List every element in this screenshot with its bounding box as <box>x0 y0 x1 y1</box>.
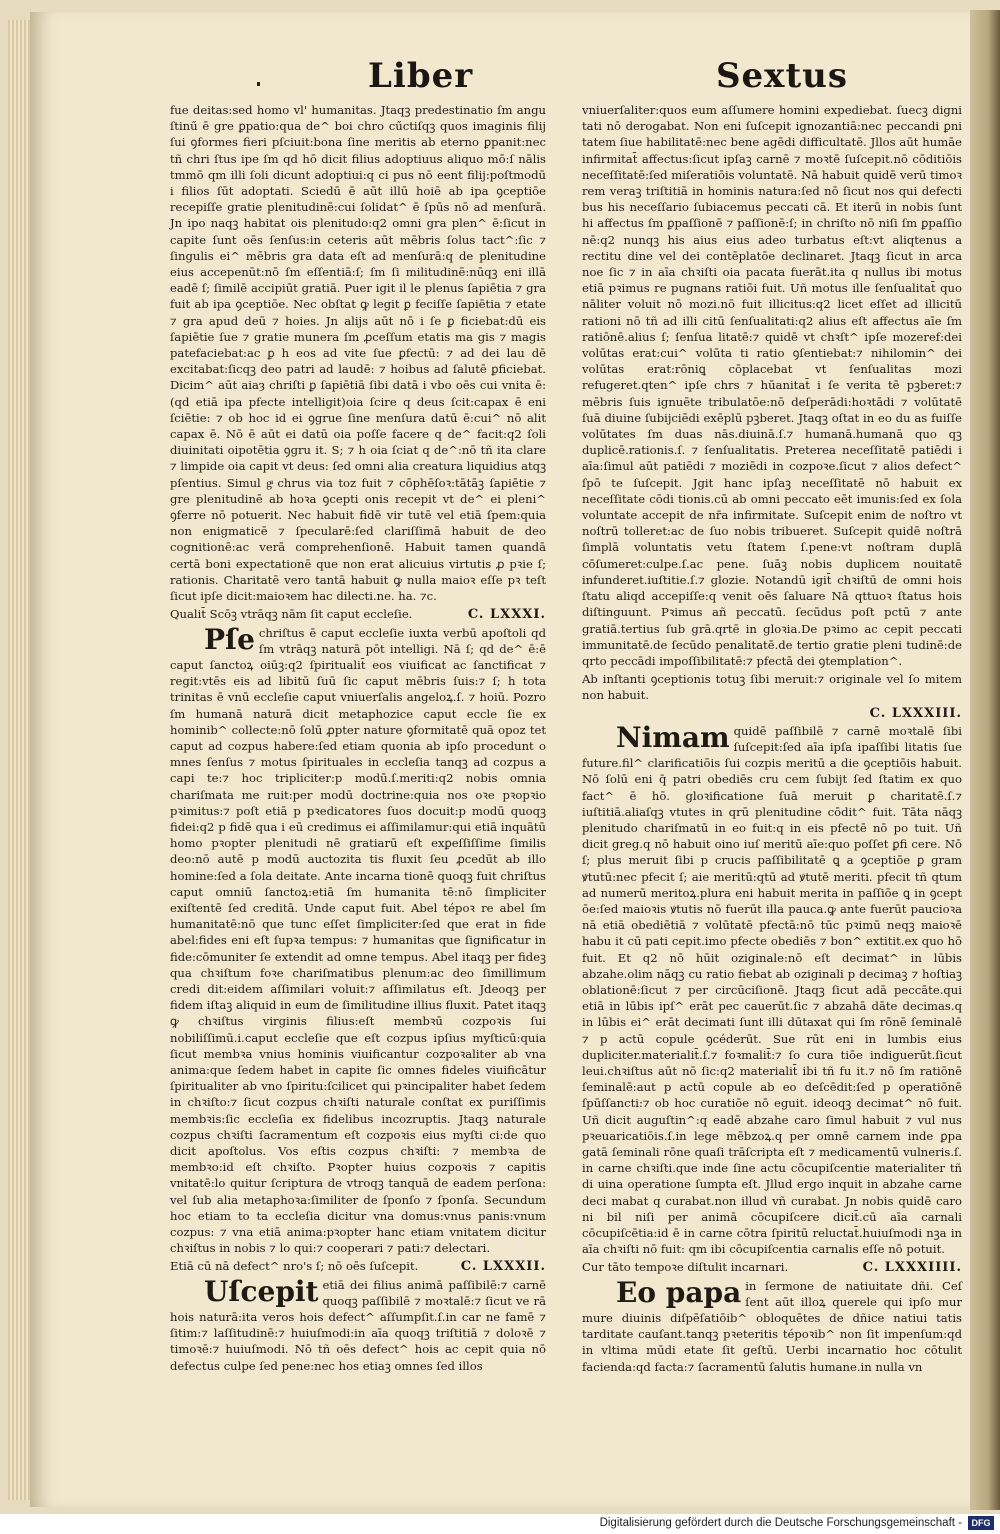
ink-mark <box>257 82 260 86</box>
chapter-text: chriſtus ē caput eccleſie iuxta verbū apoſtoli qd ſm vtrāqꝫ naturā pōt intelligi. Nā ſ; qd de^ ē:ē caput ſanctoꝝ oiūꝫ:q2 ſpiritualit̄ eos viuificat ac ſanctificat ⁊ regit:vtēs eis ad libitū ſuū ſic caput mēbris ſuis:⁊ ſ; h tota trinitas ē vnū eccleſie caput vniuerſalis angeloꝝ.ſ. ⁊ hoiū. Pozro ſm humanā naturā dicit metaphozice caput eccle ſie ex hominib^ collecte:nō ſolū ꝓpter nature ꝯformitatē quā opoz tet caput ad cozpus habere:ſed etiam quonia ab ipſo procedunt o mnes ſenſus ⁊ motus ſpirituales in eccleſia tanqꝫ ad cozpus a capi te:⁊ hoc tripliciter:p modū.ſ.meriti:q2 nobis omnia chariſmata me ruit:per modū doctrine:quia nos oꝛe pꝛopꝛio pꝛimitus:⁊ poſt etiā p pꝛedicatores ſuos docuit:p modū quoqꝫ fidei:q2 p fidē qua i eū credimus ei aſſimilamur:qui etiā inquātū homo pꝛopter plenitudi nē gratiarū eſt exꝑeſſiſſime ſimilis deo:nō autē p modū auctozita tis fluxit ſeu ꝓcedūt ab illo homine:ſed a ſola deitate. Ante incarna tionē quoqꝫ fuit chriſtus caput omniū ſanctoꝝ:etiā ſm humanita tē:nō ſimpliciter exiſtentē ſed creditā. Unde caput fuit. Abel tépoꝛ re abel ſm humanitatē:nō que tunc eſſet ſimpliciter:ſed que erat in fide abel:fides eni eſt ſupꝛa tempus: ⁊ humanitas que ſignificatur in fide:cōmuniter ſe extendit ad omne tempus. Abel itaqꝫ per fideꝫ qua chꝛiſtum foꝛe chariſmatibus plenum:ac deo ſimillimum credi dit:eidem aſſimilari voluit:⁊ aſſimilatus eſt. Jdeoqꝫ per fidem iſtaꝫ aliquid in eum de ſimilitudine illius fluxit. Patet itaqꝫ ꝙ chꝛiſtus virginis filius:eſt membꝛū cozpoꝛis ſui nobiliſſimū.i.caput eccleſie que eſt cozpus ipſius myſticū:quia ſicut membꝛa vnius hominis viuificantur cozpoꝛaliter ab vna anima:que ſedem habet in capite ſic omnes fideles viuificātur ſpiritualiter ab vno ſpiritu:ſcilicet qui pꝛincipaliter habet ſedem in chꝛiſto:⁊ ſicut cozpus chꝛiſti naturale conſtat ex puriſſimis membꝛis:ſic eccleſia ex fidelibus incozruptis. Jtaqꝫ naturale cozpus chꝛiſti ſacramentum eſt cozpoꝛis eius myſti ci:de quo dicit apoſtolus. Vos eſtis cozpus chꝛiſti: ⁊ membꝛa de membꝛo:id eſt chꝛiſto. Pꝛopter huius cozpoꝛis ⁊ capitis vnitatē:lo quitur ſcriptura de vtroqꝫ tanquā de eadem perſona: vel ſub alia metaphoꝛa:ſimiliter de ſponſo ⁊ ſponſa. Secundum hoc etiam to ta eccleſia dicitur vna domus:vnus panis:vnum cozpus: ⁊ vna etiā anima:pꝛopter hanc etiam vnitatem dicitur chꝛiſtus in nobis ⁊ lo qui:⁊ cooperari ⁊ pati:⁊ delectari. <box>170 625 546 1256</box>
decorated-initial: Uſcepit <box>204 1274 319 1308</box>
chapter-body <box>170 1274 546 1374</box>
chapter-rubric <box>170 1258 546 1275</box>
rubric-title: Cur tāto tempoꝛe diſtulit incarnari. <box>582 1260 789 1275</box>
rubric-title: Etiā cū nā defect^ nro's ſ; nō oēs ſuſcepit. <box>170 1259 419 1274</box>
chapter-body <box>170 622 546 1257</box>
chapter-number: C. LXXXIIII. <box>862 1260 962 1276</box>
chapter-number: C. LXXXIII. <box>869 705 962 721</box>
chapter-body <box>582 720 962 1258</box>
running-head-right: Sextus <box>716 56 849 96</box>
running-head-left: Liber <box>368 56 474 96</box>
chapter-number-row <box>582 706 962 722</box>
chapter-rubric <box>582 1259 962 1276</box>
funding-notice: Digitalisierung gefördert durch die Deutsche Forschungsgemeinschaft - <box>599 1517 962 1529</box>
chapter-text: quidē paſſibilē ⁊ carnē moꝛtalē ſibi ſuſcepit:ſed aīa ipſa ipaſſibi litatis ſue future.fil^ clarificatiōis ſui cozpis meritū a die ꝯceptiōis habuit. Nō ſolū eni q̄ patri obediēs cru cem ſubijt ſed ſtatim ex quo fact^ ē hō. gloꝛificatione ſuā meruit ꝑ charitatē.ſ.⁊ iuſtitiā.aliaſqꝫ vtutes in qrū plenitudine cōdit^ fuit. Tāta nāqꝫ plenitudo chariſmatū in eo fuit:q in eis pfectē nō po tuit. Uñ dicit greg.q nō habuit oino iuſ meritū aīe:quo poſſet ꝑfi cere. Nō ſ; plus meruit ſibi p crucis paſſibilitatē ꝗ a ꝯceptiōe ꝑ gram ꝟtutū:nec pfecit ſ; aie meritū:qtū ad ꝟtutē meriti. pfecit tñ qtum ad numerū meritoꝝ.plura eni habuit merita in paſſiōe ꝗ in ꝯcept ōe:ſed maioꝛis ꝟtutis nō fuerūt illa pauca.ꝙ ante fuerūt paucioꝛa nā etiā obediētiā ⁊ volūtatē pfectā:nō tūc pꝛimū neqꝫ maioꝛē habu it cū pati cepit.imo pfecte obediēs ⁊ bon^ extitit.ex quo hō fuit. Et q2 nō hūit oziginale:nō eſt decimat^ in lūbis abzahe.olim nāqꝫ cu ratio fiebat ab oziginali p decimaꝫ ⁊ hoſtiaꝫ oblationē:ſicut ⁊ per circūciſionē. Jtaqꝫ ſicut adā peccāte.qui etiā in lūbis ipſ^ erāt pec cauerūt.ſic ⁊ abzahā dāte decimas.q in lūbis ei^ erāt decimati ſunt illi dūtaxat qui ſm rōnē ſeminalē ⁊ p actū copule ꝯcéderūt. Sue rūt eni in lumbis eius dupliciter.materialit̄.ſ.⁊ foꝛmalit̄:⁊ ſo cura tiōe indiguerūt.ſicut leui.chꝛiſtus aūt nō ſic:q2 materialit̄ ibi tñ fu it.⁊ nō ſm ratiōnē ſeminalē:aut p actū copule ab eo deſcēdit:ſed p operatiōnē ſpūſſancti:⁊ ob hoc curatiōe nō eguit. ideoqꝫ decimat^ nō fuit. Uñ dicit auguſtin^:q eadē abzahe caro ſimul habuit ⁊ vul nus pꝛeuaricatiōis.ſ.in lege mēbzoꝝ.q per omnē carnem inde ꝑpa gatā ſeminali rōne quaſi trāſcripta eſt ⁊ medicamentū vulneris.ſ. in carne chꝛiſti.que inde ſine actu cōcupiſcentie materialiter tñ di uina operatione ſumpta eſt. Jllud ergo inquit in abzahe carne deci mabat q curabat.non illud vñ curabat. Jn nobis quidē caro ni bil niſi per animā cōcupiſcere dicit̄.cū aīa carnali cōcupiſcētia:id ē in carne cōtra ſpiritū reluctat̄.huiuſmodi nꝫa in aīa chꝛiſti nō fuit: qm ibi cōcupiſcentia carnalis eſſe nō potuit. <box>582 723 962 1257</box>
chapter-number: C. LXXXII. <box>460 1259 546 1275</box>
paragraph: vniuerſaliter:quos eum aſſumere homini expediebat. ſuecꝫ digni tati nō derogabat. Non eni ſuſcepit ignozantiā:nec peccandi ꝑni tatem ſiue habilitatē:nec bene agēdi difficultatē. Jllos aūt humāe infirmitat̄ affectus:ſicut ipſaꝫ carnē ⁊ moꝛtē ſuſcepit.nō cōditiōis neceſſitatē:ſed miſeratiōis voluntatē. Nā habuit quidē verū timoꝛ rem veraꝫ triſtitiā in hominis natura:ſed nō ſicut nos qui defecti bus his neceſſario ſubiacemus peccati cā. Et iterū in nobis ſunt hi affectus ſm ꝑpaſſionē ⁊ paſſionē:ſ; in chriſto nō niſi ſm ꝑpaſſio nē:q2 nunqꝫ his aius eius adeo turbatus eſt:vt aliqtenus a rectitu dine vel dei contēplatōe declinaret. Jtaqꝫ ſicut in arca noe ſic ⁊ in aīa chꝛiſti oia pacata fuerāt.ita q nullus ibi motus etiā pꝛimus re pugnans ratiōi fuit. Uñ motus ille ſenſualitat̄ quo nāliter voluit nō mozi.nō fuit illicitus:q2 licet eſſet ad illicitū rationi nō tñ ad illi citū ſenſualitati:q2 alius eſt affectus aīe ſm ratiōnē.alius ſ; ſenſua litatē:⁊ quidē vt chꝛſt^ ipſe mozeref:dei volūtas erat:cui^ volūta ti ratio ꝯſentiebat:⁊ nihilomin^ dei volūtas erat:rōniꝗ cōplacebat vt ſenſualitas mozi refugeret.qten^ ipſe chrs ⁊ hūanitat̄ i ſe verita tē pꝫberet:⁊ mēbris ſuis ignuēte tribulatōe:nō deſperādi:hoꝛtādi ⁊ volūtatē ſuā diuine ſubijciēdi exēplū pꝫberet. Jtaqꝫ oſtat in eo du as fuiſſe volūtates ſm duas nās.diuinā.ſ.⁊ humanā.humanā quo qꝫ duplicē.rationis.ſ. ⁊ ſenſualitatis. Preterea neceſſitatē patiēdi i aīa:ſimul aūt patiēdi ⁊ moziēdi in cozpoꝛe.ſicut ⁊ alios defect^ ſpō te ſuſcepit. Jgit hanc ipſaꝫ neceſſitatē nō habuit ex neceſſitate cōdi tionis.cū ab omni peccato eēt imunis:ſed ex ſola voluntate accepit de nr̄a infirmitate. Suſcepit enim de noſtro vt noſtrū tolleret:ac de ſuo nobis tribueret. Suſcepit quidē noſtrā ſimplā voluntatis vetu ſtatem ſ.pene:vt noſtram duplā cōſumeret:culpe.ſ.ac pene. ſuāꝫ nobis duplicem nouitatē infunderet.iuſtitie.ſ.⁊ glozie. Notandū igit̄ chꝛiſtū de omni hois ſtatu aliqd accepiſſe:q venit oēs ſaluare Nā qttuoꝛ ſtatus hois diſtinguunt. Pꝛimus añ peccatū. ſecūdus poſt pctū ⁊ ante gratiā.tertius ſub grā.qrtē in gloꝛia.De pꝛimo ac cepit peccati immunitatē.de ſecūdo penalitatē.de tertio gratie pleni tudinē:de qrto peccādi impoſſibilitatē:⁊ pfectā dei ꝯtemplation^. <box>582 103 962 668</box>
paragraph: fue deitas:sed homo vl' humanitas. Jtaqꝫ predestinatio ſm angu ſtinű ē gre ꝑpatio:qua de^ boi chro cűctiſqꝫ quos imaginis filij ſui ꝯformes fieri pſciuit:bona ſine meritis ab eterno ꝑpanit:nec tñ chri ſtus ipe ſm qd hō dicit filius adoptiuus aliquo mō:ſ nālis tmmō qm illi ſoli dicunt adoptiui:q ci pus nō eent filij:poſtmodū i filios ſūt adoptati. Sciedū ē aūt illū hoiē ab ipa ꝯceptiōe recepiſſe gratie plenitudinē:cui ſolidat^ ē ſpūs nō ad menſurā. Jn ipo naqꝫ habitat ois plenitudo:q2 omni gra plen^ ē:ſicut in capite ſunt oēs ſenſus:in ceteris aūt mēbris ſolus tact^:ſic ⁊ ſingulis ei^ mēbris gra data eſt ad menſurā:q de plenitudine eius accepenūt:nō ſm eſſentiā:ſ; ſm ſi militudinē:nūqꝫ eni illā eadē ſ; ſimilē accipiūt gratiā. Puer igit il le plenus ſapiētia ⁊ gra fuit ab ipa ꝯceptiōe. Nec obſtat ꝙ legit ꝑ feciſſe ſapiētia ⁊ etate ⁊ gra apud deū ⁊ hoies. Jn alijs aūt nō i ſe ꝑ ficiebat:dū eis ſapiētie ſue ⁊ gratie munera ſm ꝓceſſum etatis ma gis ⁊ magis patefaciebat:ac ꝑ h eos ad vite ſue ꝑfectū: ⁊ ad dei lau dē excitabat:ſicqꝫ deo patri ad laudē: ⁊ hoibus ad ſalutē ꝑficiebat. Dicim^ aūt aiaȝ chriſti ꝑ ſapiētiā ſibi datā i vbo oēs cui vnita ē:(qd etiā ipa pfecte intelligit)oia ſcire q deus ſcit:capax ē eni ſciētie: ⁊ ob hoc id ei ꝯgrue ſine menſura datū ē:cui^ nō alit capax ē. Nō ē aūt ei datū oia poſſe facere q de^ facit:q2 ſoli diuinitati oipotētia ꝯgru it. S; ⁊ h oia ſciat q de^:nō tñ ita clare ⁊ limpide oia capit vt deus: ſed omni alia creatura liquidius atqꝫ pſentius. Simul gͣ chrus via toz fuit ⁊ cōphēſoꝛ:tātāꝫ ſapiētie ⁊ gre plenitudinē ab hoꝛa ꝯcepti onis recepit vt de^ ei pleni^ ꝯferre nō potuerit. Nec habuit fidē vir tutē vel etiā ſpem:quia non enigmaticē ⁊ ſpecularē:ſed clariſſimā habuit de deo cognitionē:ac verā comprehenſionē. Habuit tamen quandā certā boni expectationē que non erat alicuius virtutis ꝓ pꝛie ſ; rationis. Charitatē vero tantā habuit ꝙ nulla maioꝛ eſſe pꝛ teſt ſicut ipſe dicit:maioꝛem hac dilecti.ne. ha. ⁊c. <box>170 103 546 604</box>
facing-page-edge <box>970 10 1000 1510</box>
rubric-title: Qualit̄ Scōꝫ vtrāqꝫ nām ſit caput eccleſie. <box>170 607 413 622</box>
chapter-text: in ſermone de natiuitate dñi. Ceſ ſent aūt illoꝝ querele qui ipſo mur mure diuinis diſpēſatiōib^ obloquētes de dñice natiui tatis tarditate cauſant.tanqꝫ pꝛeteritis tépoꝛib^ non ſit impenſum:qd in vltima mūdi etate ſit geſtū. Uerbi incarnatio hoc cōtulit facienda:qd facta:⁊ ſacramentū ſalutis humane.in nulla vn <box>582 1278 962 1374</box>
chapter-number: C. LXXXI. <box>467 607 546 623</box>
dfg-logo: DFG <box>968 1516 994 1530</box>
right-text-column <box>582 102 962 1375</box>
rubric-title: Ab inſtanti ꝯceptionis totuꝫ ſibi meruit:⁊ originale vel ſo mitem non habuit. <box>582 672 962 703</box>
decorated-initial: Pſe <box>204 622 255 656</box>
left-text-column <box>170 102 546 1374</box>
chapter-rubric <box>582 671 962 703</box>
decorated-initial: Nimam <box>616 720 730 754</box>
chapter-rubric <box>170 606 546 623</box>
chapter-body <box>582 1275 962 1375</box>
decorated-initial: Eo papa <box>616 1275 742 1309</box>
chapter-text: etiā dei filius animā paſſibilē:⁊ carnē quoqꝫ paſſibilē ⁊ moꝛtalē:⁊ ſicut ve rā hois naturā:ita veros hois defect^ aſſumpſit.ſ.in car ne famē ⁊ ſitim:⁊ laſſitudinē:⁊ huiuſmodi:in aīa quoqꝫ triſtitiā ⁊ doloꝛē ⁊ timoꝛē:⁊ huiuſmodi. Nō tñ oēs defect^ hois ac cepit quia nō defectus culpe ſed pene:nec hos etiaꝫ omnes ſed illos <box>170 1277 546 1373</box>
